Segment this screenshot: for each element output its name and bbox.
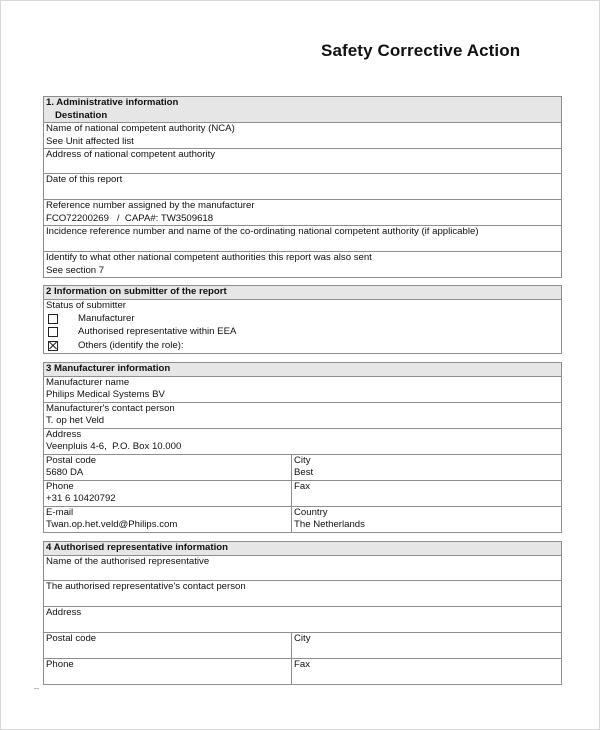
- field-country: [292, 506, 562, 532]
- field-representative-name: [44, 555, 562, 580]
- field-value[interactable]: Best: [294, 467, 314, 478]
- field-label: Manufacturer name: [46, 376, 130, 388]
- field-label: The authorised representative's contact person: [46, 580, 246, 592]
- field-label: Name of national competent authority (NCA): [46, 123, 235, 134]
- field-value[interactable]: See Unit affected list: [46, 135, 134, 147]
- field-label: Name of the authorised representative: [46, 555, 210, 567]
- section-header: [44, 97, 562, 123]
- field-label: City: [294, 632, 311, 644]
- field-phone: [44, 480, 292, 506]
- field-label: Address: [46, 428, 82, 440]
- field-value[interactable]: Twan.op.het.veld@Philips.com: [46, 519, 178, 530]
- field-manufacturer-name: [44, 376, 562, 402]
- option-others[interactable]: [46, 339, 559, 353]
- field-postal-code: [44, 454, 292, 480]
- field-label: Fax: [294, 480, 310, 492]
- option-label: Authorised representative within EEA: [78, 326, 237, 337]
- section-heading: 1. Administrative information: [46, 97, 179, 108]
- section-header: [44, 286, 562, 300]
- section-authorised-representative: [43, 541, 562, 685]
- field-value[interactable]: T. op het Veld: [46, 415, 105, 426]
- field-label: Phone: [46, 480, 74, 492]
- field-value[interactable]: Philips Medical Systems BV: [46, 389, 165, 400]
- field-label: Country: [294, 506, 328, 518]
- field-manufacturer-address: [44, 428, 562, 454]
- checkbox-unchecked-icon[interactable]: [48, 314, 58, 324]
- option-label: Manufacturer: [78, 312, 135, 324]
- field-row-postal-city: [44, 632, 562, 658]
- field-report-date: [44, 174, 562, 200]
- field-row-postal-city: [44, 454, 562, 480]
- field-value[interactable]: FCO72200269 / CAPA#: TW3509618: [46, 212, 214, 224]
- field-manufacturer-reference: [44, 200, 562, 226]
- section-heading: 2 Information on submitter of the report: [46, 286, 227, 297]
- field-row-email-country: [44, 506, 562, 532]
- field-phone: [44, 658, 292, 684]
- field-city: [292, 454, 562, 480]
- field-other-authorities: [44, 252, 562, 278]
- field-label: City: [294, 454, 311, 466]
- field-manufacturer-contact: [44, 402, 562, 428]
- checkbox-unchecked-icon[interactable]: [48, 327, 58, 337]
- field-value[interactable]: +31 6 10420792: [46, 493, 116, 504]
- section-header: [44, 363, 562, 377]
- field-incidence-reference: [44, 226, 562, 252]
- option-label: Others (identify the role):: [78, 339, 184, 351]
- page-margin-mark: [34, 688, 39, 689]
- field-city: [292, 632, 562, 658]
- field-value[interactable]: 5680 DA: [46, 467, 84, 478]
- field-row-phone-fax: [44, 658, 562, 684]
- field-value[interactable]: See section 7: [46, 264, 105, 276]
- section-heading: 3 Manufacturer information: [46, 363, 171, 374]
- field-postal-code: [44, 632, 292, 658]
- field-submitter-status: [44, 299, 562, 353]
- field-label: Address of national competent authority: [46, 149, 216, 160]
- checkbox-checked-icon[interactable]: [48, 341, 58, 351]
- option-authorised-representative[interactable]: [46, 326, 559, 340]
- field-label: Manufacturer's contact person: [46, 402, 175, 414]
- field-value[interactable]: Veenpluis 4-6, P.O. Box 10.000: [46, 441, 182, 452]
- section-administrative-information: [43, 96, 562, 278]
- field-label: Date of this report: [46, 174, 123, 185]
- field-label: Incidence reference number and name of the co-ordinating national competent authority (if applicable): [46, 226, 479, 237]
- field-fax: [292, 480, 562, 506]
- field-label: Postal code: [46, 454, 97, 466]
- field-label: Address: [46, 606, 82, 618]
- field-value[interactable]: The Netherlands: [294, 519, 365, 530]
- field-label: E-mail: [46, 506, 74, 518]
- field-label: Phone: [46, 658, 74, 670]
- section-subheading: Destination: [55, 109, 108, 121]
- field-row-phone-fax: [44, 480, 562, 506]
- section-heading: 4 Authorised representative information: [46, 542, 228, 553]
- field-label: Identify to what other national competent authorities this report was also sent: [46, 252, 372, 263]
- section-submitter-information: [43, 285, 562, 354]
- option-manufacturer[interactable]: [46, 312, 559, 326]
- field-label: Fax: [294, 658, 310, 670]
- field-representative-address: [44, 606, 562, 632]
- document-title: Safety Corrective Action: [321, 41, 521, 60]
- field-label: Postal code: [46, 632, 97, 644]
- field-label: Reference number assigned by the manufacturer: [46, 200, 255, 211]
- field-email: [44, 506, 292, 532]
- field-fax: [292, 658, 562, 684]
- field-label: Status of submitter: [46, 299, 126, 311]
- field-representative-contact: [44, 580, 562, 606]
- section-header: [44, 542, 562, 556]
- field-nca-address: [44, 149, 562, 174]
- section-manufacturer-information: [43, 362, 562, 533]
- field-nca-name: [44, 123, 562, 149]
